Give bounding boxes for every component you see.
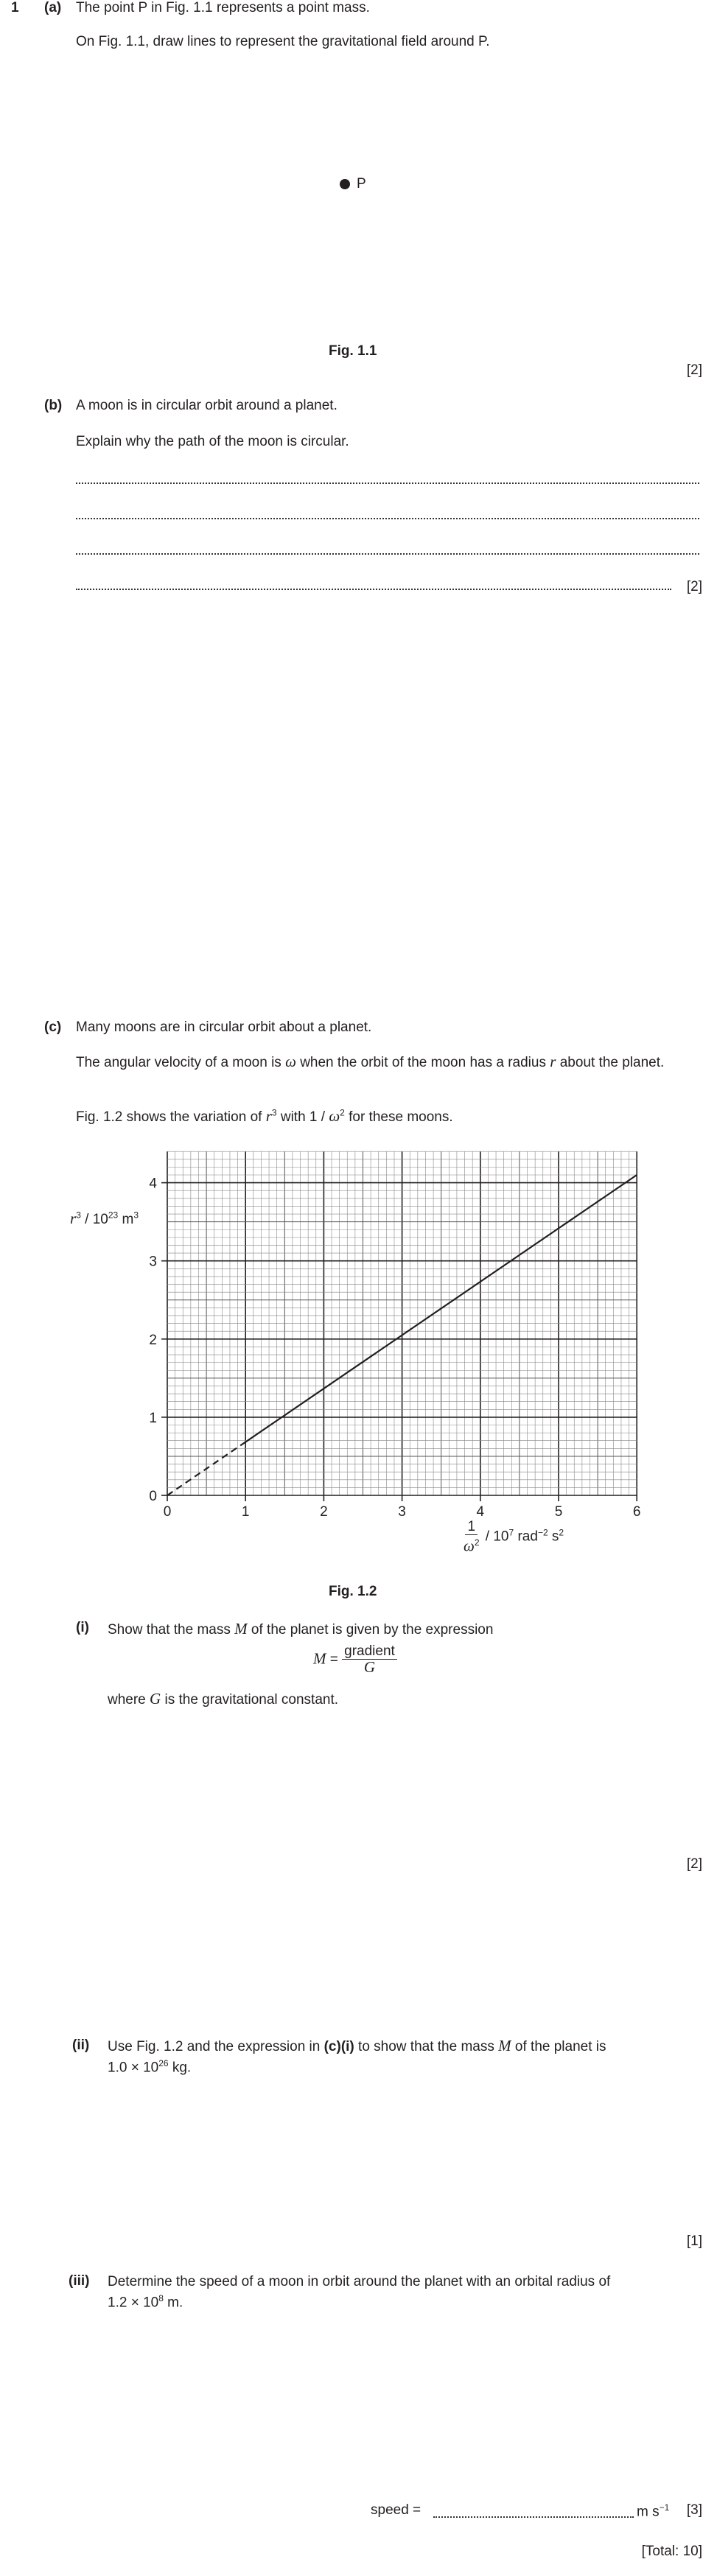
fig-1-2-caption: Fig. 1.2 xyxy=(329,1584,377,1599)
part-c-ii-text: Use Fig. 1.2 and the expression in (c)(i) to show that the mass M of the planet is $1.0 \times 10^{26}$ kg. xyxy=(108,2037,606,2076)
part-c-i-line1: Show that the mass M of the planet is given by the expression xyxy=(108,1620,494,1638)
speed-answer-label: speed = xyxy=(371,2502,422,2518)
x-tick-label: 5 xyxy=(554,1504,563,1520)
part-c-iii-text: Determine the speed of a moon in orbit around the planet with an orbital radius of $1.2 \times 10^8$ m. xyxy=(108,2274,611,2311)
part-b-marks: [2] xyxy=(686,579,702,594)
speed-unit: m $s^{-1}$ xyxy=(637,2502,670,2520)
x-tick-label: 6 xyxy=(632,1504,641,1520)
part-c-label: (c) xyxy=(44,1019,62,1035)
part-c-iii-label: (iii) xyxy=(69,2273,90,2289)
part-c-line2: The angular velocity of a moon is ω when the orbit of the moon has a radius r about the planet. xyxy=(76,1053,665,1070)
part-c-ii-marks: [1] xyxy=(686,2233,702,2249)
y-tick-label: 2 xyxy=(149,1332,157,1348)
chart-tick-labels xyxy=(149,1176,640,1520)
y-axis-label: $r^3 / 10^{23}$ $m^3$ xyxy=(70,1210,139,1227)
part-a-label: (a) xyxy=(44,0,62,15)
mass-expression: M = $\frac{\text{gradient}}{G}$ xyxy=(313,1644,397,1676)
x-tick-label: 0 xyxy=(163,1504,172,1520)
y-tick-label: 4 xyxy=(149,1176,157,1192)
part-b-line2: Explain why the path of the moon is circular. xyxy=(76,434,349,449)
y-tick-label: 0 xyxy=(149,1489,157,1504)
speed-answer-line[interactable] xyxy=(433,2516,634,2518)
part-a-line1: The point P in Fig. 1.1 represents a point mass. xyxy=(76,0,370,15)
question-number: 1 xyxy=(11,0,19,15)
part-a-line2: On Fig. 1.1, draw lines to represent the gravitational field around P. xyxy=(76,34,490,49)
part-c-i-label: (i) xyxy=(76,1620,89,1635)
y-tick-label: 1 xyxy=(149,1410,157,1426)
part-c-iii-marks: [3] xyxy=(686,2502,702,2518)
part-c-i-line2: where G is the gravitational constant. xyxy=(108,1690,339,1708)
x-tick-label: 3 xyxy=(398,1504,406,1520)
part-c-line3: Fig. 1.2 shows the variation of $r^3$ with $1 / \omega^2$ for these moons. xyxy=(76,1107,453,1125)
part-b-line1: A moon is in circular orbit around a planet. xyxy=(76,398,337,413)
x-tick-label: 2 xyxy=(320,1504,328,1520)
part-c-ii-label: (ii) xyxy=(72,2038,90,2053)
part-c-i-marks: [2] xyxy=(686,1856,702,1872)
x-tick-label: 1 xyxy=(241,1504,250,1520)
part-a-marks: [2] xyxy=(686,362,702,378)
total-marks: [Total: 10] xyxy=(641,2544,702,2559)
part-b-label: (b) xyxy=(44,398,63,413)
y-tick-label: 3 xyxy=(149,1254,157,1270)
x-tick-label: 4 xyxy=(476,1504,485,1520)
fig-1-1-caption: Fig. 1.1 xyxy=(329,343,377,359)
point-mass-label: P xyxy=(357,176,366,192)
chart-grid xyxy=(167,1151,637,1495)
part-c-line1: Many moons are in circular orbit about a planet. xyxy=(76,1019,372,1035)
x-axis-label: $\frac{1}{\omega^2}$ / $10^7$ rad$^{-2}$ $s^2$ xyxy=(464,1519,564,1555)
